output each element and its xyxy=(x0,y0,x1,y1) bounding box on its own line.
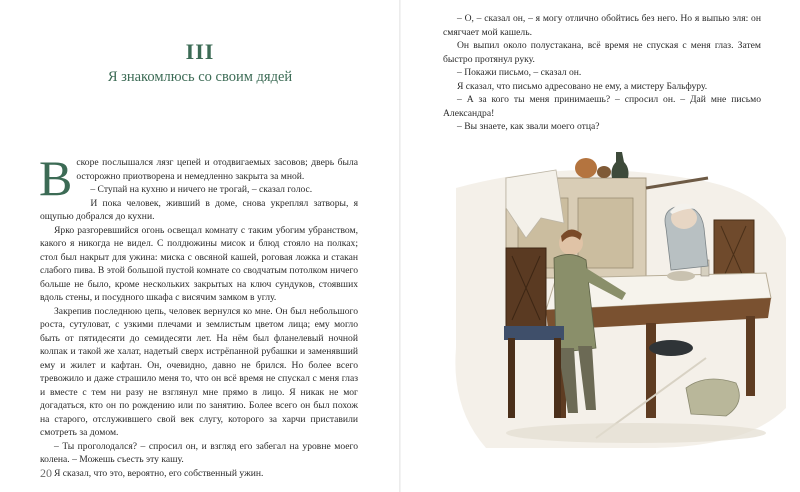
paragraph: – Ты проголодался? – спросил он, и взгляд его забегал на уровне моего колена. – Можешь съесть эту кашу. xyxy=(40,440,358,465)
chapter-title: Я знакомлюсь со своим дядей xyxy=(107,69,293,85)
paragraph: – А за кого ты меня принимаешь? – спросил он. – Дай мне письмо Александра! xyxy=(443,94,761,119)
paragraph: – Покажи письмо, – сказал он. xyxy=(457,67,582,78)
paragraph: Я сказал, что письмо адресовано не ему, а мистеру Бальфуру. xyxy=(457,80,708,92)
paragraph: И пока человек, живший в доме, снова укреплял затворы, я ощупью добрался до кухни. xyxy=(40,197,358,222)
left-page-text xyxy=(39,150,358,480)
paragraph: Я сказал, что это, вероятно, его собственный ужин. xyxy=(54,467,264,479)
page-number: 20 xyxy=(40,466,52,480)
chapter-number: III xyxy=(185,39,215,64)
paragraph: – Ступай на кухню и ничего не трогай, – сказал голос. xyxy=(90,184,313,195)
paragraph-text: скоре послышался лязг цепей и отодвигаемых засовов; дверь была осторожно приотворена и немедленно закрыта за мной. xyxy=(76,157,358,182)
paragraph: – О, – сказал он, – я могу отлично обойтись без него. Но я выпью эля: он смягчает мой кашель. xyxy=(443,13,761,38)
right-page-text xyxy=(443,12,761,134)
drop-cap: В xyxy=(39,150,73,206)
kitchen-scene-illustration xyxy=(446,148,791,458)
paragraph: Закрепив последнюю цепь, человек вернулся ко мне. Он был небольшого роста, сутуловат, с узкими плечами и землистым цветом лица; ему могло быть от пятидесяти до семидесяти лет. На нём был фланелевый ночной колпак и такой же халат, надетый сверх истрёпанной рубашки и заменявший ему и жилет и кафтан. Он, очевидно, давно не брился. Но более всего тревожило и даже страшило меня то, что он всё время не спускал с меня глаз и вместе с тем ни разу не взглянул мне прямо в лицо. Я никак не мог догадаться, кто он по рождению или по занятию. Более всего он был похож на старого, отслужившего свой век слугу, которого за харчи приставили смотреть за домом. xyxy=(40,305,358,438)
paragraph: – Вы знаете, как звали моего отца? xyxy=(457,121,600,132)
right-page xyxy=(401,0,800,492)
paragraph: Он выпил около полустакана, всё время не спуская с меня глаз. Затем быстро протянул руку. xyxy=(443,40,761,65)
paragraph: Ярко разгоревшийся огонь освещал комнату с таким убогим убранством, какого я никогда не видел. С полдюжины мисок и блюд стояло на полках; стол был накрыт для ужина: миска с овсяной кашей, роговая ложка и стакан слабого пива. В этой большой пустой комнате со сводчатым потолком ничего больше не было, кроме нескольких закрытых на ключ сундуков, стоявших вдоль стены, и посудного шкафа с висячим замком в углу. xyxy=(40,224,358,303)
